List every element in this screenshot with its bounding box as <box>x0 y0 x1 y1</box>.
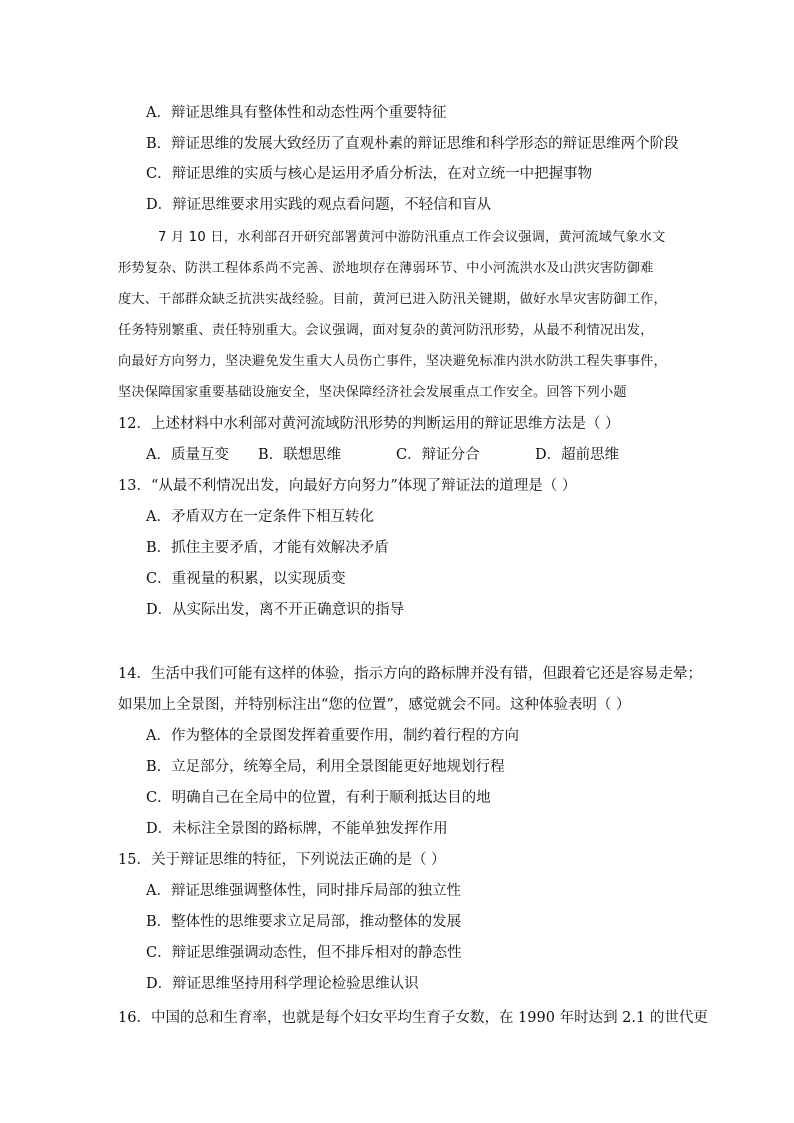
q14-option-d: D．未标注全景图的路标牌，不能单独发挥作用 <box>146 821 448 837</box>
material-line: 向最好方向努力，坚决避免发生重大人员伤亡事件，坚决避免标准内洪水防洪工程失事事件， <box>118 354 667 369</box>
q14-stem-line1: 14．生活中我们可能有这样的体验，指示方向的路标牌并没有错，但跟着它还是容易走晕； <box>118 666 702 682</box>
q11-option-c: C．辩证思维的实质与核心是运用矛盾分析法，在对立统一中把握事物 <box>146 166 593 182</box>
q12-option-c: C．辩证分合 <box>396 447 480 463</box>
q12-option-b: B．联想思维 <box>258 447 342 463</box>
q14-stem-line2: 如果加上全景图，并特别标注出“您的位置”，感觉就会不同。这种体验表明（ ） <box>118 697 631 713</box>
material-line: 7 月 10 日，水利部召开研究部署黄河中游防汛重点工作会议强调，黄河流域气象水文 <box>158 230 666 245</box>
q13-option-b: B．抓住主要矛盾，才能有效解决矛盾 <box>146 540 389 556</box>
q15-option-b: B．整体性的思维要求立足局部，推动整体的发展 <box>146 914 462 930</box>
q11-option-a: A．辩证思维具有整体性和动态性两个重要特征 <box>146 105 447 121</box>
q11-option-d: D．辩证思维要求用实践的观点看问题，不轻信和盲从 <box>146 197 492 213</box>
q13-stem: 13．“从最不利情况出发，向最好方向努力”体现了辩证法的道理是（ ） <box>118 478 577 494</box>
q15-option-d: D．辩证思维坚持用科学理论检验思维认识 <box>146 976 419 992</box>
q16-stem: 16．中国的总和生育率，也就是每个妇女平均生育子女数，在 1990 年时达到 2.1 的世代更 <box>118 1010 708 1026</box>
q12-option-d: D．超前思维 <box>535 447 620 463</box>
q13-option-c: C．重视量的积累，以实现质变 <box>146 571 346 587</box>
q15-option-a: A．辩证思维强调整体性，同时排斥局部的独立性 <box>146 883 461 899</box>
material-line: 形势复杂、防洪工程体系尚不完善、淤地坝存在薄弱环节、中小河流洪水及山洪灾害防御难 <box>118 261 654 276</box>
q14-option-c: C．明确自己在全局中的位置，有利于顺利抵达目的地 <box>146 790 491 806</box>
q12-stem: 12．上述材料中水利部对黄河流域防汛形势的判断运用的辩证思维方法是（ ） <box>118 416 620 432</box>
q15-option-c: C．辩证思维强调动态性，但不排斥相对的静态性 <box>146 945 462 961</box>
q14-option-a: A．作为整体的全景图发挥着重要作用，制约着行程的方向 <box>146 728 519 744</box>
material-line: 坚决保障国家重要基础设施安全，坚决保障经济社会发展重点工作安全。回答下列小题 <box>118 385 627 400</box>
q15-stem: 15．关于辩证思维的特征，下列说法正确的是（ ） <box>118 852 446 868</box>
q12-options <box>146 445 706 465</box>
q11-option-b: B．辩证思维的发展大致经历了直观朴素的辩证思维和科学形态的辩证思维两个阶段 <box>146 136 679 152</box>
q13-option-d: D．从实际出发，离不开正确意识的指导 <box>146 602 405 618</box>
material-line: 任务特别繁重、责任特别重大。会议强调，面对复杂的黄河防汛形势，从最不利情况出发， <box>118 323 654 338</box>
q14-option-b: B．立足部分，统筹全局，利用全景图能更好地规划行程 <box>146 759 505 775</box>
material-line: 度大、干部群众缺乏抗洪实战经验。目前，黄河已进入防汛关键期，做好水旱灾害防御工作， <box>118 292 667 307</box>
q13-option-a: A．矛盾双方在一定条件下相互转化 <box>146 509 374 525</box>
q12-option-a: A．质量互变 <box>146 447 229 463</box>
